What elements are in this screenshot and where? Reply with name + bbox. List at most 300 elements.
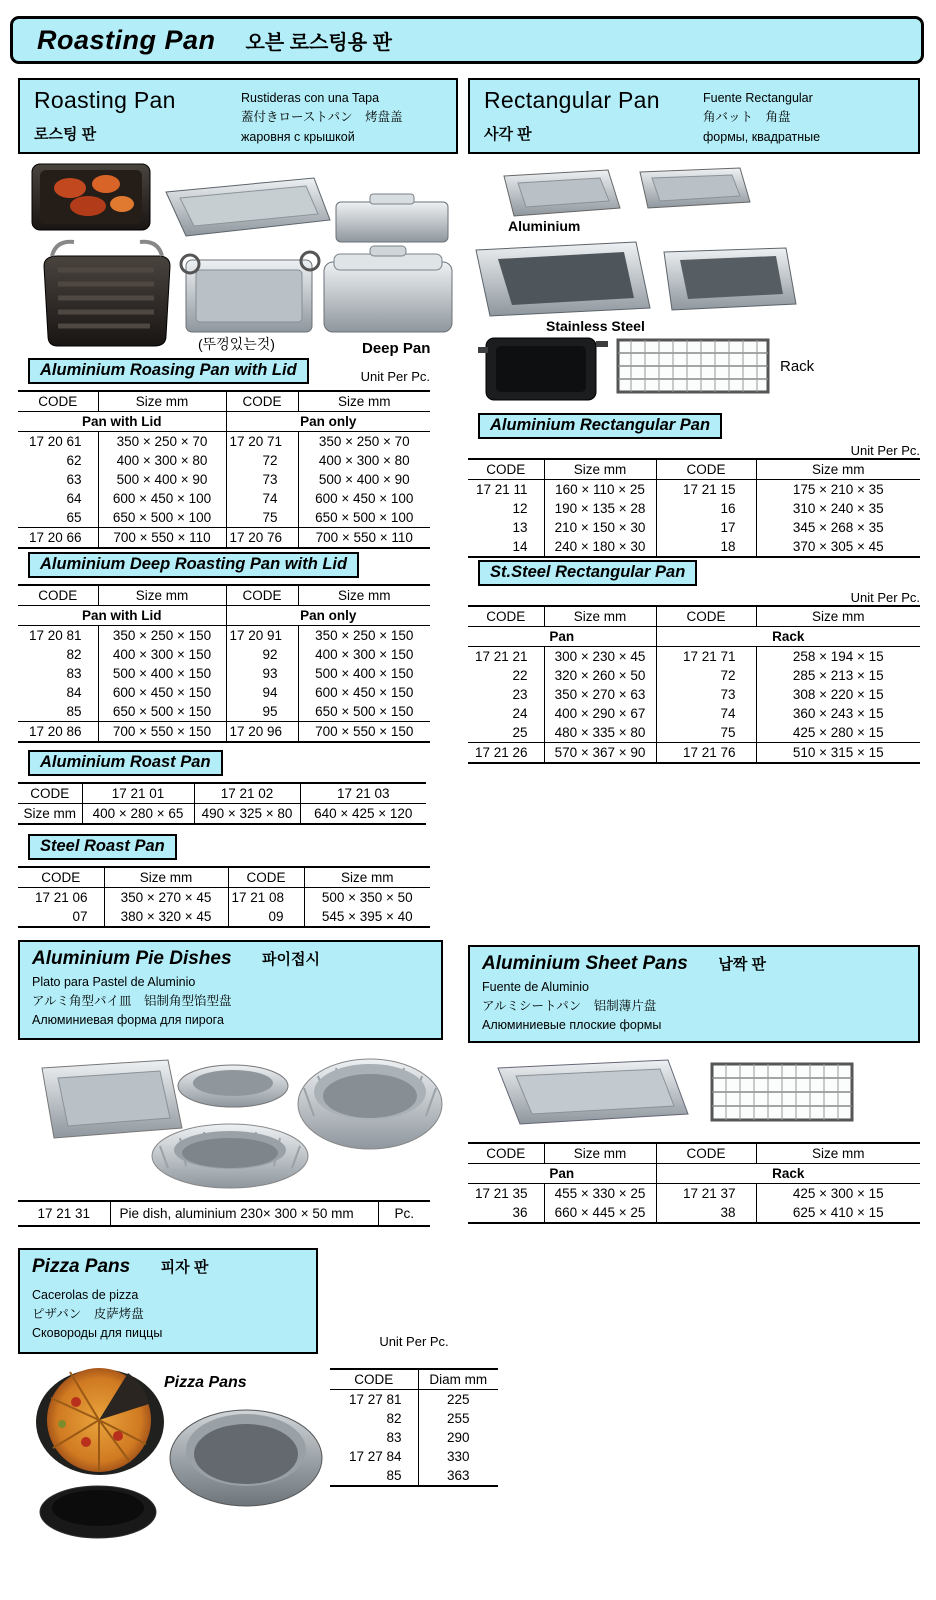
code-cell: 12 [512,501,528,516]
table-col-header: CODE [656,1143,756,1164]
translation-line: 角バット 角盘 [703,110,791,125]
rectangular-pan-header-box [468,78,920,154]
size-cell: 455 × 330 × 25 [544,1184,656,1204]
table-col-header: Size mm [756,606,920,627]
size-cell: 600 × 450 × 100 [98,489,226,508]
sheet-pans-table [468,1142,920,1224]
table-group-header: Pan with Lid [18,412,226,432]
table-row [18,645,430,664]
size-cell: 400 × 290 × 67 [544,704,656,723]
size-cell: 600 × 450 × 150 [298,683,430,702]
sheet-rack-photo [712,1064,852,1120]
aluminium-shallow-pan-photo [166,178,330,236]
sheet-pans-title: Aluminium Sheet Pans [482,953,688,974]
size-cell: 510 × 315 × 15 [756,743,920,764]
table-col-header: CODE [226,585,298,606]
size-cell: 380 × 320 × 45 [104,907,228,927]
table-row [18,722,430,743]
steel-roast-pan-table [18,866,430,928]
pie-dishes-title: Aluminium Pie Dishes [32,948,232,969]
page-title: Roasting Pan [37,24,216,55]
table-col-header: Size mm [298,391,430,412]
table-col-header: CODE [18,391,98,412]
code-cell: 17 21 21 [474,649,528,664]
oval-foil-dish-photo [152,1124,308,1188]
table-row [468,537,920,557]
size-cell: 350 × 270 × 45 [104,888,228,908]
size-cell: 600 × 450 × 100 [298,489,430,508]
table-col-header: CODE [228,867,304,888]
table-col-header: Size mm [23,806,76,821]
section-head-alu-roasting [18,358,430,384]
code-cell: 38 [656,1203,756,1223]
code-cell: 83 [66,666,82,681]
photo-caption-aluminium: Aluminium [508,218,581,234]
code-cell: 73 [656,685,756,704]
code-cell: 17 20 66 [18,528,98,549]
product-title-kr: 로스팅 판 [34,126,97,143]
roasting-pan-photos [18,158,458,360]
translation-line: 蓋付きローストパン 烤盘盖 [241,110,403,125]
translation-line: Fuente Rectangular [703,91,813,105]
wire-rack-photo [618,340,768,392]
size-cell: 650 × 500 × 150 [98,702,226,722]
code-cell: 82 [66,647,82,662]
deep-pan-with-lid-photo [324,246,452,332]
photo-caption-lid-note: (뚜껑있는것) [198,336,275,352]
size-cell: 400 × 300 × 150 [298,645,430,664]
unit-per-pc-label: Unit Per Pc. [850,590,920,605]
size-cell: 350 × 270 × 63 [544,685,656,704]
translation-line: жаровня с крышкой [241,129,355,144]
code-cell: 14 [512,539,528,554]
code-cell: 82 [386,1411,402,1426]
translation-lines [241,87,446,147]
pizza-pans-title-kr: 피자 판 [160,1259,209,1276]
size-cell: 545 × 395 × 40 [304,907,430,927]
code-cell: 07 [72,909,88,924]
code-cell: 17 21 37 [656,1184,756,1204]
table-col-header: Diam mm [418,1369,498,1390]
code-cell: 17 21 31 [37,1206,91,1221]
table-row [468,518,920,537]
shallow-round-dish-photo [178,1065,288,1107]
round-foil-dish-photo [298,1059,442,1149]
table-col-header: Size mm [544,459,656,480]
table-col-header: CODE [656,606,756,627]
table-row [468,704,920,723]
aluminium-pan2-photo [640,168,750,208]
alu-deep-roasting-lid-table [18,584,430,743]
size-cell: 350 × 250 × 150 [98,626,226,646]
section-title-alu-rectangular-pan: Aluminium Rectangular Pan [478,413,722,439]
code-cell: 17 21 03 [300,783,426,804]
code-cell: 17 21 76 [656,743,756,764]
table-body [18,626,430,722]
table-group-header: Rack [656,1164,920,1184]
unit-cell: Pc. [378,1201,430,1226]
code-cell: 17 20 86 [18,722,98,743]
right-column [468,78,920,1593]
code-cell: 17 21 08 [228,888,304,908]
roasting-pans-illustration [18,158,458,360]
translation-line: アルミシートパン 铝制薄片盘 [482,998,657,1013]
table-group-header: Pan with Lid [18,606,226,626]
pie-dish-table [18,1200,430,1227]
table-col-header: CODE [18,783,82,804]
section-head-ststeel-rect-pan [468,560,920,586]
translation-line: Cacerolas de pizza [32,1288,139,1302]
table-row [18,470,430,489]
size-cell: 425 × 280 × 15 [756,723,920,743]
code-cell: 72 [226,451,298,470]
section-title-alu-roast-pan: Aluminium Roast Pan [28,750,223,776]
page-title-banner [10,16,924,64]
size-cell: 350 × 250 × 70 [98,432,226,452]
unit-per-pc-label: Unit Per Pc. [360,369,430,384]
diameter-cell: 255 [418,1409,498,1428]
dark-roaster-photo [44,242,170,346]
table-row [468,685,920,704]
rectangular-pan-photos [468,158,920,413]
table-col-header-row [468,459,920,480]
translation-line: アルミ角型パイ皿 铝制角型馅型盘 [32,993,232,1008]
code-cell: 16 [656,499,756,518]
code-cell: 64 [66,491,82,506]
translation-line: Fuente de Aluminio [482,980,590,994]
black-grill-pan-photo [478,338,608,400]
table-group-header-row [468,627,920,647]
size-cell: 308 × 220 × 15 [756,685,920,704]
code-cell: 17 21 35 [474,1186,528,1201]
code-cell: 84 [66,685,82,700]
code-cell: 93 [226,664,298,683]
table-row [468,743,920,764]
photo-caption-deep-pan: Deep Pan [362,340,431,357]
size-cell: 175 × 210 × 35 [756,480,920,500]
code-cell: 17 27 84 [348,1449,402,1464]
table-body [18,888,430,928]
left-column [18,78,488,1593]
table-body [468,647,920,743]
diameter-cell: 330 [418,1447,498,1466]
table-col-header: Size mm [98,391,226,412]
deep-pizza-pan-photo [170,1410,322,1506]
table-col-header: Size mm [298,585,430,606]
aluminium-pan-photo [504,170,620,216]
table-col-header: Size mm [544,1143,656,1164]
size-cell: 350 × 250 × 70 [298,432,430,452]
product-title-kr: 사각 판 [484,126,532,143]
stainless-pan2-photo [664,248,796,310]
size-cell: 370 × 305 × 45 [756,537,920,557]
code-cell: 92 [226,645,298,664]
unit-per-pc-label: Unit Per Pc. [379,1334,449,1349]
table-body [18,432,430,528]
table-row [468,723,920,743]
pizza-pans-title: Pizza Pans [32,1256,131,1277]
size-cell: 700 × 550 × 150 [298,722,430,743]
code-cell: 85 [386,1468,402,1483]
code-cell: 74 [226,489,298,508]
table-row [18,783,426,804]
section-head-steel-roast-pan [18,834,430,860]
table-row [18,528,430,549]
code-cell: 75 [656,723,756,743]
code-cell: 22 [512,668,528,683]
size-cell: 345 × 268 × 35 [756,518,920,537]
code-cell: 17 20 96 [226,722,298,743]
rectangular-pan-header-main [484,87,660,147]
table-row [18,1201,430,1226]
size-cell: 500 × 350 × 50 [304,888,430,908]
code-cell: 17 21 26 [468,743,544,764]
table-col-header-row [18,867,430,888]
size-cell: 650 × 500 × 100 [98,508,226,528]
section-title-alu-roasting-pan-with-lid: Aluminium Roasing Pan with Lid [28,358,309,384]
code-cell: 09 [228,907,304,927]
table-row [18,508,430,528]
code-cell: 17 21 15 [656,480,756,500]
photo-caption-pizza-pans: Pizza Pans [164,1374,247,1391]
size-cell: 700 × 550 × 150 [98,722,226,743]
code-cell: 72 [656,666,756,685]
table-row [18,664,430,683]
table-row [468,666,920,685]
table-body [468,1184,920,1224]
page-title-korean: 오븐 로스팅용 판 [245,31,392,54]
size-cell: 210 × 150 × 30 [544,518,656,537]
table-group-header: Rack [656,627,920,647]
code-cell: 63 [66,472,82,487]
translation-line: Rustideras con una Tapa [241,91,380,105]
table-group-header: Pan [468,1164,656,1184]
black-pizza-pan-photo [40,1486,156,1538]
table-row [18,702,430,722]
size-cell: 500 × 400 × 150 [98,664,226,683]
code-cell: 13 [512,520,528,535]
size-cell: 190 × 135 × 28 [544,499,656,518]
code-cell: 24 [512,706,528,721]
table-group-header-row [18,606,430,626]
size-cell: 650 × 500 × 150 [298,702,430,722]
code-cell: 17 20 61 [28,434,82,449]
table-col-header: Size mm [756,1143,920,1164]
size-cell: 700 × 550 × 110 [98,528,226,549]
table-row [468,1184,920,1204]
roasting-pan-header-box [18,78,458,154]
square-pan-swing-handles-photo [181,252,319,332]
table-col-header: CODE [18,867,104,888]
size-cell: 350 × 250 × 150 [298,626,430,646]
code-cell: 17 [656,518,756,537]
square-pie-dish-photo [42,1060,182,1138]
sheet-pan-photo [498,1060,688,1124]
product-title: Roasting Pan [34,87,176,113]
table-row [18,907,430,927]
translation-line: Алюминиевые плоские формы [482,1017,662,1032]
code-cell: 23 [512,687,528,702]
size-cell: 320 × 260 × 50 [544,666,656,685]
size-cell: 160 × 110 × 25 [544,480,656,500]
sheet-pans-header-box [468,945,920,1043]
code-cell: 17 21 06 [34,890,88,905]
size-cell: 600 × 450 × 150 [98,683,226,702]
pie-dishes-header-box [18,940,443,1040]
size-cell: 400 × 300 × 80 [298,451,430,470]
code-cell: 83 [386,1430,402,1445]
table-row [468,480,920,500]
table-col-header: CODE [656,459,756,480]
table-col-header: Size mm [304,867,430,888]
code-cell: 17 21 01 [82,783,194,804]
table-col-header: CODE [468,1143,544,1164]
translation-lines [703,87,908,147]
stainless-pan-photo [476,242,650,316]
size-cell: 425 × 300 × 15 [756,1184,920,1204]
table-col-header: Size mm [98,585,226,606]
small-lidded-pan-photo [336,194,448,242]
code-cell: 65 [66,510,82,525]
table-group-header: Pan only [226,412,430,432]
translation-line: Plato para Pastel de Aluminio [32,975,196,989]
table-body [468,480,920,558]
size-cell: 650 × 500 × 100 [298,508,430,528]
size-cell: 625 × 410 × 15 [756,1203,920,1223]
description-cell: Pie dish, aluminium 230× 300 × 50 mm [110,1201,378,1226]
table-group-header-row [468,1164,920,1184]
size-cell: 500 × 400 × 90 [98,470,226,489]
pizza-pans-header-box [18,1248,318,1354]
alu-roasting-lid-table [18,390,430,549]
section-title-alu-deep-roasting-pan-with-lid: Aluminium Deep Roasting Pan with Lid [28,552,359,578]
code-cell: 17 20 91 [226,626,298,646]
ststeel-rect-pan-table [468,605,920,764]
table-col-header-row [468,1143,920,1164]
photo-caption-rack: Rack [780,358,815,375]
diameter-cell: 363 [418,1466,498,1486]
section-head-alu-rect-pan [468,413,920,439]
table-row [18,626,430,646]
pan-with-food-photo [32,164,150,230]
code-cell: 17 27 81 [348,1392,402,1407]
section-head-alu-roast-pan [18,750,430,776]
size-cell: 240 × 180 × 30 [544,537,656,557]
table-col-header: CODE [18,585,98,606]
table-row [468,499,920,518]
size-cell: 570 × 367 × 90 [544,743,656,764]
size-cell: 500 × 400 × 150 [298,664,430,683]
table-group-header: Pan [468,627,656,647]
code-cell: 25 [512,725,528,740]
pie-dishes-illustration [18,1046,458,1194]
table-col-header-row [18,391,430,412]
size-cell: 490 × 325 × 80 [194,804,300,825]
table-col-header: Size mm [104,867,228,888]
table-row [18,451,430,470]
code-cell: 85 [66,704,82,719]
alu-rect-pan-table [468,458,920,558]
size-cell: 660 × 445 × 25 [544,1203,656,1223]
unit-per-pc-label: Unit Per Pc. [850,443,920,458]
pizza-pans-area [18,1360,500,1555]
diameter-cell: 290 [418,1428,498,1447]
code-cell: 36 [512,1205,528,1220]
diameter-cell: 225 [418,1390,498,1410]
table-row [18,804,426,825]
translation-line: формы, квадратные [703,129,821,144]
table-row [468,1203,920,1223]
size-cell: 400 × 280 × 65 [82,804,194,825]
table-row [18,888,430,908]
size-cell: 400 × 300 × 80 [98,451,226,470]
size-cell: 258 × 194 × 15 [756,647,920,667]
pizza-photo [36,1368,164,1475]
table-row [18,432,430,452]
table-col-header-row [18,585,430,606]
table-col-header-row [468,606,920,627]
table-col-header: Size mm [544,606,656,627]
code-cell: 18 [656,537,756,557]
table-row [468,647,920,667]
table-col-header: Size mm [756,459,920,480]
code-cell: 17 20 81 [28,628,82,643]
code-cell: 17 21 02 [194,783,300,804]
table-row [18,683,430,702]
size-cell: 300 × 230 × 45 [544,647,656,667]
pie-dishes-title-kr: 파이접시 [262,951,320,968]
table-col-header: CODE [468,606,544,627]
size-cell: 310 × 240 × 35 [756,499,920,518]
code-cell: 73 [226,470,298,489]
pie-dishes-photos [18,1046,458,1194]
size-cell: 400 × 300 × 150 [98,645,226,664]
product-title: Rectangular Pan [484,87,660,113]
sheet-pans-illustration [468,1050,920,1136]
size-cell: 480 × 335 × 80 [544,723,656,743]
code-cell: 62 [66,453,82,468]
table-col-header: CODE [226,391,298,412]
rectangular-pans-illustration [468,158,920,413]
code-cell: 75 [226,508,298,528]
table-col-header: CODE [468,459,544,480]
code-cell: 17 21 11 [475,482,528,497]
translation-line: ピザパン 皮萨烤盘 [32,1306,144,1321]
section-title-steel-roast-pan: Steel Roast Pan [28,834,177,860]
roasting-pan-header-main [34,87,176,147]
translation-line: Сковороды для пиццы [32,1325,163,1340]
size-cell: 700 × 550 × 110 [298,528,430,549]
section-title-ststeel-rectangular-pan: St.Steel Rectangular Pan [478,560,697,586]
table-row [18,489,430,508]
size-cell: 285 × 213 × 15 [756,666,920,685]
code-cell: 17 20 76 [226,528,298,549]
code-cell: 17 20 71 [226,432,298,452]
code-cell: 74 [656,704,756,723]
alu-roast-pan-table [18,782,426,825]
code-cell: 17 21 71 [656,647,756,667]
size-cell: 500 × 400 × 90 [298,470,430,489]
size-cell: 640 × 425 × 120 [300,804,426,825]
section-head-alu-deep-roasting [18,552,430,578]
size-cell: 360 × 243 × 15 [756,704,920,723]
photo-caption-stainless-steel: Stainless Steel [546,318,645,334]
table-group-header: Pan only [226,606,430,626]
table-group-header-row [18,412,430,432]
table-col-header: CODE [330,1369,418,1390]
code-cell: 95 [226,702,298,722]
translation-line: Алюминиевая форма для пирога [32,1012,224,1027]
